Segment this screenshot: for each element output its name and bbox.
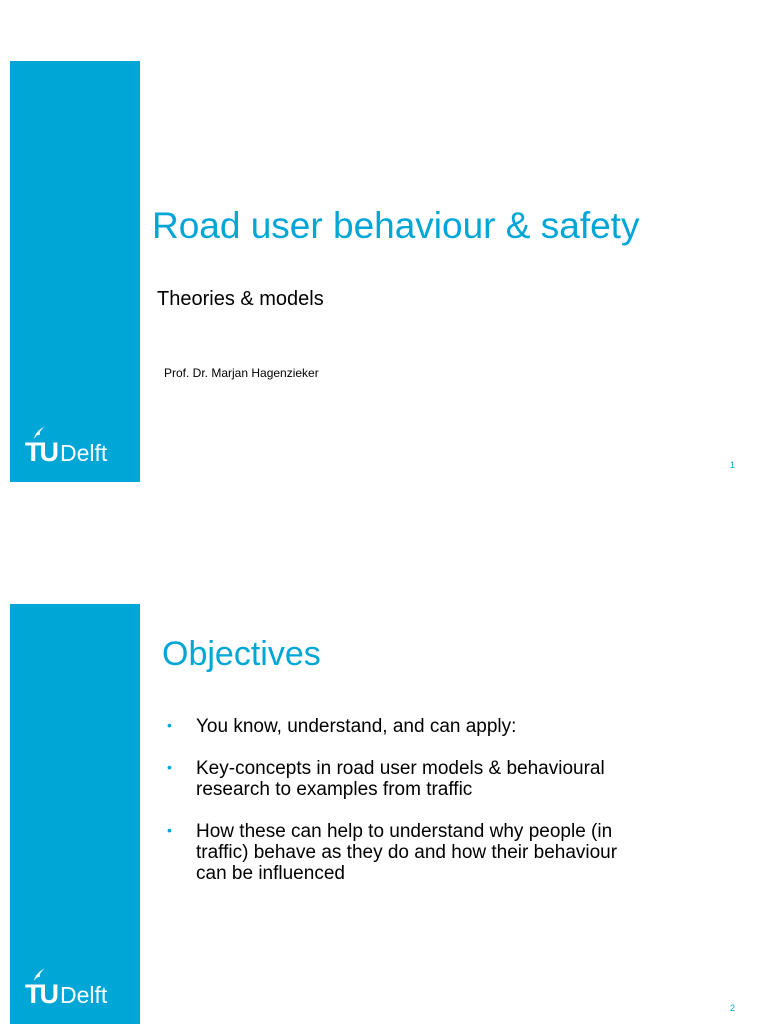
list-item [166,758,636,800]
list-item-text: How these can help to understand why people (in traffic) behave as they do and how their behaviour can be influenced [196,821,618,884]
logo-text: Delft [60,440,108,466]
logo-mark [25,439,57,466]
list-item [166,716,636,737]
tudelft-logo [25,981,107,1008]
objectives-slide [0,540,768,1024]
logo-mark-text: TU [25,979,57,1009]
flame-icon [31,966,47,982]
logo-mark [25,981,57,1008]
list-item-text: You know, understand, and can apply: [196,716,517,737]
bullet-dot-icon: • [167,759,172,775]
list-item [166,821,636,884]
slide-title: Objectives [162,635,321,673]
brand-sidebar [10,604,140,1024]
logo-mark-text: TU [25,437,57,467]
slide-title: Road user behaviour & safety [152,205,640,246]
logo-text: Delft [60,982,108,1008]
bullet-dot-icon: • [167,822,172,838]
flame-icon [31,424,47,440]
page-number: 1 [729,460,735,470]
brand-sidebar [10,61,140,482]
slide-subtitle: Theories & models [157,288,324,310]
objectives-list [166,716,636,905]
page-number: 2 [729,1003,735,1013]
author-name: Prof. Dr. Marjan Hagenzieker [164,366,319,380]
bullet-dot-icon: • [167,717,172,733]
list-item-text: Key-concepts in road user models & behavioural research to examples from traffic [196,758,605,800]
tudelft-logo [25,439,107,466]
